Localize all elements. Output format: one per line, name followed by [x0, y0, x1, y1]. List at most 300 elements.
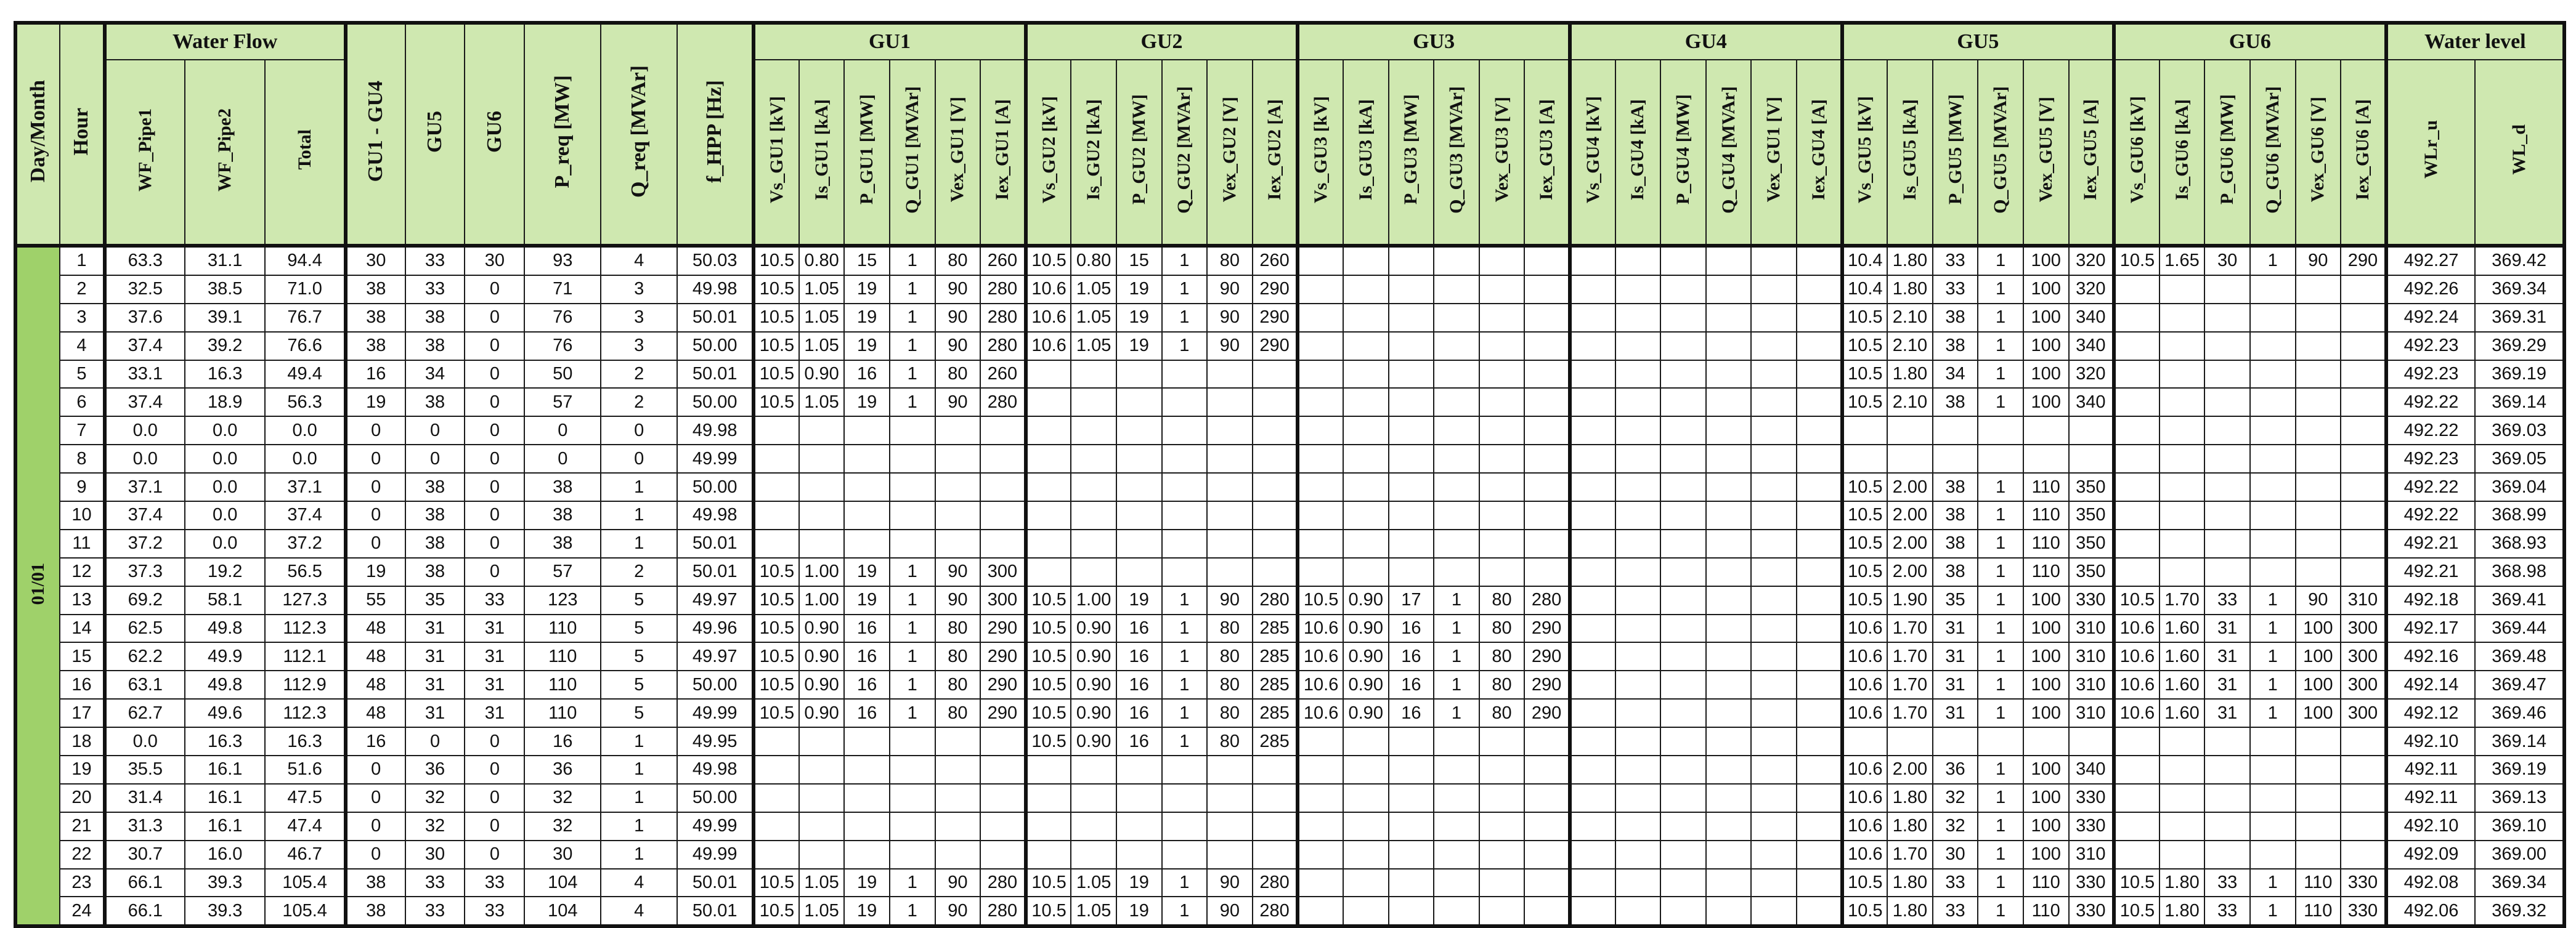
cell-vs-gu5-kv: 10.5 — [1842, 388, 1888, 416]
cell-p-gu2-mw: 16 — [1116, 642, 1162, 671]
cell-p-gu6-mw — [2204, 727, 2250, 756]
cell-p-gu2-mw — [1116, 841, 1162, 869]
cell-wf-pipe1: 31.3 — [105, 812, 185, 841]
cell-p-gu2-mw — [1116, 558, 1162, 586]
header-vs-gu1-kv — [754, 60, 799, 246]
cell-vs-gu2-kv: 10.5 — [1026, 642, 1071, 671]
cell-wl-d: 369.42 — [2475, 246, 2564, 275]
cell-vex-gu6-v — [2296, 388, 2341, 416]
cell-iex-gu4-a — [1797, 869, 1842, 897]
header-is-gu5-ka — [1887, 60, 1933, 246]
cell-vs-gu6-kv — [2114, 756, 2160, 784]
cell-gu5: 0 — [405, 416, 465, 445]
cell-vex-gu1-v — [935, 812, 981, 841]
cell-vex-gu2-v: 80 — [1207, 615, 1253, 643]
cell-vs-gu5-kv: 10.6 — [1842, 784, 1888, 812]
cell-p-gu5-mw — [1933, 416, 1978, 445]
cell-vs-gu5-kv: 10.4 — [1842, 275, 1888, 304]
cell-wf-pipe2: 31.1 — [185, 246, 265, 275]
table-row — [15, 304, 2564, 332]
cell-is-gu3-ka — [1343, 530, 1389, 558]
cell-p-gu3-mw — [1389, 812, 1434, 841]
cell-vs-gu1-kv: 10.5 — [754, 304, 799, 332]
cell-vs-gu4-kv — [1570, 530, 1615, 558]
cell-is-gu6-ka: 1.70 — [2160, 586, 2205, 615]
cell-gu1-gu4: 38 — [346, 897, 405, 926]
cell-is-gu5-ka: 2.00 — [1887, 558, 1933, 586]
cell-vex-gu6-v: 90 — [2296, 246, 2341, 275]
cell-q-req-mvar: 0 — [601, 445, 677, 473]
cell-q-gu6-mvar: 1 — [2250, 897, 2296, 926]
cell-wf-pipe1: 63.3 — [105, 246, 185, 275]
cell-wf-pipe1: 37.1 — [105, 473, 185, 501]
cell-vex-gu3-v — [1479, 473, 1525, 501]
cell-vex-gu3-v — [1479, 501, 1525, 530]
cell-is-gu1-ka — [799, 445, 845, 473]
cell-gu6: 0 — [465, 388, 524, 416]
cell-vs-gu3-kv — [1298, 841, 1343, 869]
cell-gu5: 0 — [405, 727, 465, 756]
cell-q-req-mvar: 5 — [601, 642, 677, 671]
cell-iex-gu1-a — [980, 727, 1026, 756]
cell-vex-gu6-v — [2296, 416, 2341, 445]
header-vs-gu5-kv-label: Vs_GU5 [kV] — [1855, 95, 1875, 204]
cell-hour: 3 — [60, 304, 104, 332]
cell-p-req-mw: 30 — [524, 841, 601, 869]
cell-vs-gu1-kv — [754, 501, 799, 530]
cell-vex-gu1-v — [1751, 501, 1797, 530]
cell-vex-gu1-v — [1751, 727, 1797, 756]
cell-iex-gu5-a: 330 — [2069, 784, 2115, 812]
cell-vex-gu2-v: 90 — [1207, 332, 1253, 360]
cell-vs-gu1-kv: 10.5 — [754, 615, 799, 643]
cell-vs-gu4-kv — [1570, 671, 1615, 699]
cell-gu6: 31 — [465, 671, 524, 699]
cell-vex-gu6-v — [2296, 784, 2341, 812]
cell-gu6: 0 — [465, 416, 524, 445]
cell-f-hpp-hz: 50.03 — [677, 246, 754, 275]
cell-vs-gu6-kv — [2114, 416, 2160, 445]
cell-vs-gu5-kv: 10.5 — [1842, 586, 1888, 615]
cell-gu1-gu4: 0 — [346, 416, 405, 445]
cell-q-gu6-mvar — [2250, 445, 2296, 473]
cell-is-gu2-ka: 1.05 — [1071, 332, 1116, 360]
cell-p-gu1-mw — [844, 501, 890, 530]
cell-vs-gu6-kv — [2114, 445, 2160, 473]
cell-iex-gu4-a — [1797, 473, 1842, 501]
cell-wlr-u: 492.23 — [2386, 360, 2476, 389]
cell-gu6: 0 — [465, 727, 524, 756]
cell-vex-gu6-v — [2296, 275, 2341, 304]
cell-p-req-mw: 0 — [524, 416, 601, 445]
cell-q-gu5-mvar: 1 — [1978, 360, 2023, 389]
cell-total: 37.1 — [265, 473, 345, 501]
cell-p-gu2-mw — [1116, 360, 1162, 389]
cell-q-gu6-mvar: 1 — [2250, 869, 2296, 897]
cell-q-req-mvar: 1 — [601, 501, 677, 530]
cell-vs-gu5-kv: 10.5 — [1842, 304, 1888, 332]
cell-vex-gu5-v: 100 — [2023, 332, 2069, 360]
cell-iex-gu6-a — [2341, 473, 2386, 501]
cell-q-gu4-mvar — [1706, 727, 1752, 756]
cell-q-req-mvar: 1 — [601, 756, 677, 784]
cell-q-req-mvar: 0 — [601, 416, 677, 445]
cell-q-gu1-mvar: 1 — [890, 869, 935, 897]
cell-wl-d: 369.19 — [2475, 756, 2564, 784]
cell-q-req-mvar: 1 — [601, 784, 677, 812]
header-iex-gu4-a-label: Iex_GU4 [A] — [1808, 99, 1829, 201]
cell-p-gu2-mw: 19 — [1116, 275, 1162, 304]
cell-vex-gu1-v — [1751, 812, 1797, 841]
cell-vs-gu2-kv: 10.5 — [1026, 869, 1071, 897]
cell-q-gu2-mvar: 1 — [1162, 671, 1208, 699]
cell-iex-gu3-a — [1524, 501, 1570, 530]
cell-wf-pipe2: 19.2 — [185, 558, 265, 586]
cell-iex-gu6-a — [2341, 501, 2386, 530]
cell-wl-d: 369.48 — [2475, 642, 2564, 671]
cell-vs-gu3-kv — [1298, 332, 1343, 360]
cell-p-gu5-mw: 38 — [1933, 558, 1978, 586]
cell-gu1-gu4: 0 — [346, 756, 405, 784]
cell-p-gu3-mw — [1389, 841, 1434, 869]
cell-vs-gu1-kv — [754, 473, 799, 501]
cell-hour: 11 — [60, 530, 104, 558]
cell-total: 112.3 — [265, 615, 345, 643]
cell-vex-gu1-v: 90 — [935, 558, 981, 586]
cell-gu5: 33 — [405, 897, 465, 926]
cell-is-gu6-ka — [2160, 501, 2205, 530]
cell-iex-gu3-a — [1524, 360, 1570, 389]
cell-vs-gu3-kv: 10.6 — [1298, 615, 1343, 643]
header-iex-gu5-a — [2069, 60, 2115, 246]
cell-p-gu1-mw — [844, 416, 890, 445]
cell-vs-gu6-kv — [2114, 558, 2160, 586]
cell-p-gu3-mw — [1389, 869, 1434, 897]
cell-is-gu2-ka — [1071, 812, 1116, 841]
cell-vs-gu6-kv — [2114, 784, 2160, 812]
cell-gu1-gu4: 55 — [346, 586, 405, 615]
cell-is-gu4-ka — [1615, 586, 1661, 615]
cell-vs-gu3-kv — [1298, 897, 1343, 926]
cell-p-gu3-mw: 16 — [1389, 699, 1434, 727]
cell-iex-gu1-a — [980, 445, 1026, 473]
cell-is-gu2-ka — [1071, 841, 1116, 869]
cell-vs-gu6-kv — [2114, 304, 2160, 332]
cell-p-gu5-mw: 33 — [1933, 869, 1978, 897]
cell-is-gu5-ka: 2.10 — [1887, 304, 1933, 332]
cell-gu6: 0 — [465, 841, 524, 869]
cell-q-gu4-mvar — [1706, 416, 1752, 445]
header-hour-label: Hour — [70, 107, 93, 156]
cell-q-gu6-mvar: 1 — [2250, 246, 2296, 275]
cell-is-gu4-ka — [1615, 784, 1661, 812]
cell-wf-pipe2: 58.1 — [185, 586, 265, 615]
cell-p-gu1-mw — [844, 812, 890, 841]
cell-vex-gu2-v — [1207, 445, 1253, 473]
cell-iex-gu4-a — [1797, 360, 1842, 389]
header-iex-gu3-a-label: Iex_GU3 [A] — [1536, 99, 1557, 201]
group-gu6 — [2114, 23, 2386, 60]
cell-p-gu3-mw — [1389, 530, 1434, 558]
cell-vex-gu1-v: 80 — [935, 360, 981, 389]
cell-vs-gu3-kv — [1298, 445, 1343, 473]
cell-q-gu4-mvar — [1706, 332, 1752, 360]
cell-vex-gu1-v — [935, 501, 981, 530]
cell-is-gu4-ka — [1615, 304, 1661, 332]
cell-iex-gu6-a — [2341, 756, 2386, 784]
cell-q-req-mvar: 5 — [601, 615, 677, 643]
cell-vs-gu2-kv — [1026, 756, 1071, 784]
cell-p-gu5-mw: 38 — [1933, 501, 1978, 530]
cell-p-gu1-mw: 19 — [844, 332, 890, 360]
cell-is-gu6-ka — [2160, 304, 2205, 332]
header-wf-pipe1-label: WF_Pipe1 — [134, 108, 155, 192]
cell-total: 94.4 — [265, 246, 345, 275]
cell-wl-d: 369.46 — [2475, 699, 2564, 727]
cell-iex-gu3-a — [1524, 897, 1570, 926]
cell-vex-gu1-v: 90 — [935, 275, 981, 304]
cell-p-gu2-mw: 19 — [1116, 897, 1162, 926]
cell-gu5: 36 — [405, 756, 465, 784]
cell-vex-gu5-v: 110 — [2023, 869, 2069, 897]
cell-is-gu3-ka — [1343, 332, 1389, 360]
cell-gu5: 31 — [405, 615, 465, 643]
header-p-req-mw-label: P_req [MW] — [551, 75, 574, 188]
cell-vex-gu2-v — [1207, 360, 1253, 389]
table-row — [15, 388, 2564, 416]
cell-is-gu4-ka — [1615, 699, 1661, 727]
header-total-label: Total — [294, 129, 315, 170]
header-q-gu6-mvar — [2250, 60, 2296, 246]
cell-is-gu6-ka — [2160, 812, 2205, 841]
cell-vs-gu3-kv — [1298, 246, 1343, 275]
cell-vs-gu5-kv: 10.5 — [1842, 501, 1888, 530]
cell-is-gu4-ka — [1615, 473, 1661, 501]
cell-vex-gu5-v: 110 — [2023, 897, 2069, 926]
cell-p-gu4-mw — [1660, 360, 1706, 389]
cell-iex-gu5-a: 310 — [2069, 699, 2115, 727]
cell-vs-gu1-kv: 10.5 — [754, 897, 799, 926]
cell-q-gu2-mvar — [1162, 473, 1208, 501]
cell-q-gu1-mvar: 1 — [890, 388, 935, 416]
cell-hour: 10 — [60, 501, 104, 530]
header-is-gu4-ka — [1615, 60, 1661, 246]
header-wf-pipe2 — [185, 60, 265, 246]
cell-vs-gu1-kv: 10.5 — [754, 869, 799, 897]
cell-vex-gu1-v: 80 — [935, 699, 981, 727]
cell-p-gu6-mw — [2204, 501, 2250, 530]
cell-p-gu2-mw: 16 — [1116, 699, 1162, 727]
cell-vex-gu6-v — [2296, 473, 2341, 501]
cell-q-req-mvar: 2 — [601, 360, 677, 389]
cell-wl-d: 369.13 — [2475, 784, 2564, 812]
cell-vex-gu6-v: 100 — [2296, 615, 2341, 643]
cell-vex-gu1-v — [935, 445, 981, 473]
cell-gu6: 0 — [465, 304, 524, 332]
cell-q-gu1-mvar: 1 — [890, 897, 935, 926]
cell-wl-d: 369.05 — [2475, 445, 2564, 473]
cell-q-req-mvar: 2 — [601, 388, 677, 416]
cell-vex-gu5-v: 100 — [2023, 784, 2069, 812]
cell-vs-gu6-kv — [2114, 812, 2160, 841]
cell-wf-pipe2: 39.3 — [185, 869, 265, 897]
cell-f-hpp-hz: 49.98 — [677, 501, 754, 530]
cell-is-gu3-ka — [1343, 558, 1389, 586]
cell-iex-gu6-a — [2341, 304, 2386, 332]
cell-gu5: 31 — [405, 699, 465, 727]
cell-iex-gu6-a — [2341, 530, 2386, 558]
cell-is-gu1-ka: 0.90 — [799, 615, 845, 643]
cell-q-gu4-mvar — [1706, 473, 1752, 501]
cell-vs-gu6-kv: 10.5 — [2114, 869, 2160, 897]
cell-wl-d: 369.31 — [2475, 304, 2564, 332]
cell-wf-pipe1: 69.2 — [105, 586, 185, 615]
data-sheet — [14, 21, 2562, 921]
cell-is-gu5-ka: 1.70 — [1887, 642, 1933, 671]
cell-vex-gu6-v — [2296, 530, 2341, 558]
cell-wlr-u: 492.14 — [2386, 671, 2476, 699]
cell-hour: 7 — [60, 416, 104, 445]
cell-is-gu4-ka — [1615, 727, 1661, 756]
cell-vex-gu3-v — [1479, 784, 1525, 812]
cell-vex-gu5-v: 100 — [2023, 388, 2069, 416]
cell-vs-gu5-kv: 10.6 — [1842, 812, 1888, 841]
header-p-gu6-mw — [2204, 60, 2250, 246]
cell-is-gu6-ka — [2160, 558, 2205, 586]
cell-is-gu3-ka — [1343, 897, 1389, 926]
cell-wf-pipe1: 0.0 — [105, 445, 185, 473]
cell-p-req-mw: 50 — [524, 360, 601, 389]
cell-p-req-mw: 104 — [524, 897, 601, 926]
cell-is-gu2-ka: 1.05 — [1071, 275, 1116, 304]
cell-q-gu2-mvar — [1162, 841, 1208, 869]
cell-iex-gu1-a: 260 — [980, 246, 1026, 275]
cell-p-gu6-mw: 31 — [2204, 671, 2250, 699]
header-vex-gu1-v — [1751, 60, 1797, 246]
cell-is-gu4-ka — [1615, 360, 1661, 389]
cell-hour: 9 — [60, 473, 104, 501]
header-vs-gu3-kv — [1298, 60, 1343, 246]
cell-vex-gu2-v: 90 — [1207, 304, 1253, 332]
cell-vs-gu5-kv: 10.6 — [1842, 756, 1888, 784]
cell-p-gu1-mw — [844, 784, 890, 812]
cell-vex-gu3-v — [1479, 869, 1525, 897]
cell-iex-gu3-a — [1524, 869, 1570, 897]
cell-q-req-mvar: 5 — [601, 699, 677, 727]
cell-is-gu5-ka: 1.80 — [1887, 246, 1933, 275]
cell-is-gu2-ka: 0.90 — [1071, 727, 1116, 756]
cell-q-gu2-mvar — [1162, 360, 1208, 389]
cell-iex-gu1-a: 260 — [980, 360, 1026, 389]
cell-wf-pipe2: 16.1 — [185, 784, 265, 812]
header-is-gu6-ka-label: Is_GU6 [kA] — [2171, 99, 2192, 201]
cell-iex-gu1-a — [980, 473, 1026, 501]
cell-wf-pipe2: 0.0 — [185, 501, 265, 530]
cell-p-gu4-mw — [1660, 501, 1706, 530]
cell-vex-gu1-v — [1751, 473, 1797, 501]
cell-wl-d: 369.03 — [2475, 416, 2564, 445]
cell-vex-gu1-v: 80 — [935, 615, 981, 643]
cell-p-gu1-mw — [844, 756, 890, 784]
cell-q-gu2-mvar — [1162, 445, 1208, 473]
cell-p-gu6-mw: 33 — [2204, 897, 2250, 926]
cell-is-gu6-ka — [2160, 473, 2205, 501]
cell-q-gu2-mvar — [1162, 501, 1208, 530]
cell-wlr-u: 492.08 — [2386, 869, 2476, 897]
cell-q-gu6-mvar — [2250, 275, 2296, 304]
cell-is-gu5-ka: 2.10 — [1887, 388, 1933, 416]
cell-wlr-u: 492.18 — [2386, 586, 2476, 615]
cell-vex-gu1-v — [1751, 360, 1797, 389]
cell-iex-gu5-a: 340 — [2069, 756, 2115, 784]
header-is-gu2-ka — [1071, 60, 1116, 246]
cell-p-req-mw: 32 — [524, 812, 601, 841]
cell-q-gu6-mvar — [2250, 812, 2296, 841]
cell-q-gu1-mvar — [890, 756, 935, 784]
cell-total: 37.2 — [265, 530, 345, 558]
cell-gu6: 33 — [465, 586, 524, 615]
cell-hour: 21 — [60, 812, 104, 841]
cell-vs-gu5-kv: 10.5 — [1842, 869, 1888, 897]
cell-iex-gu1-a: 300 — [980, 586, 1026, 615]
cell-p-gu6-mw — [2204, 360, 2250, 389]
header-iex-gu2-a — [1253, 60, 1298, 246]
group-water-level-label: Water level — [2424, 30, 2526, 53]
cell-iex-gu2-a: 285 — [1253, 671, 1298, 699]
cell-vex-gu1-v — [1751, 841, 1797, 869]
cell-vex-gu6-v: 100 — [2296, 699, 2341, 727]
cell-q-gu3-mvar — [1434, 416, 1479, 445]
cell-f-hpp-hz: 49.99 — [677, 699, 754, 727]
group-gu4 — [1570, 23, 1842, 60]
cell-q-gu5-mvar: 1 — [1978, 615, 2023, 643]
cell-iex-gu1-a: 280 — [980, 869, 1026, 897]
cell-p-gu5-mw: 36 — [1933, 756, 1978, 784]
cell-gu1-gu4: 30 — [346, 246, 405, 275]
cell-is-gu2-ka: 0.90 — [1071, 699, 1116, 727]
cell-vs-gu1-kv — [754, 727, 799, 756]
cell-iex-gu1-a — [980, 530, 1026, 558]
header-vex-gu5-v — [2023, 60, 2069, 246]
cell-q-gu3-mvar: 1 — [1434, 642, 1479, 671]
cell-iex-gu3-a — [1524, 784, 1570, 812]
cell-gu5: 38 — [405, 332, 465, 360]
table-row — [15, 841, 2564, 869]
cell-wf-pipe2: 0.0 — [185, 445, 265, 473]
cell-p-gu3-mw — [1389, 275, 1434, 304]
cell-iex-gu5-a: 350 — [2069, 530, 2115, 558]
cell-gu5: 38 — [405, 530, 465, 558]
cell-q-req-mvar: 3 — [601, 332, 677, 360]
cell-vex-gu1-v: 90 — [935, 332, 981, 360]
cell-p-req-mw: 76 — [524, 332, 601, 360]
cell-is-gu6-ka — [2160, 784, 2205, 812]
cell-q-gu3-mvar — [1434, 501, 1479, 530]
cell-p-gu4-mw — [1660, 784, 1706, 812]
cell-wf-pipe2: 16.3 — [185, 727, 265, 756]
cell-p-gu2-mw: 16 — [1116, 615, 1162, 643]
header-q-req-mvar-label: Q_req [MVAr] — [627, 65, 651, 198]
cell-p-gu4-mw — [1660, 841, 1706, 869]
cell-is-gu3-ka — [1343, 416, 1389, 445]
cell-iex-gu2-a — [1253, 388, 1298, 416]
cell-total: 0.0 — [265, 445, 345, 473]
cell-q-gu4-mvar — [1706, 671, 1752, 699]
cell-is-gu2-ka: 1.05 — [1071, 304, 1116, 332]
cell-iex-gu5-a: 310 — [2069, 671, 2115, 699]
cell-vex-gu5-v: 100 — [2023, 304, 2069, 332]
cell-iex-gu5-a: 330 — [2069, 897, 2115, 926]
